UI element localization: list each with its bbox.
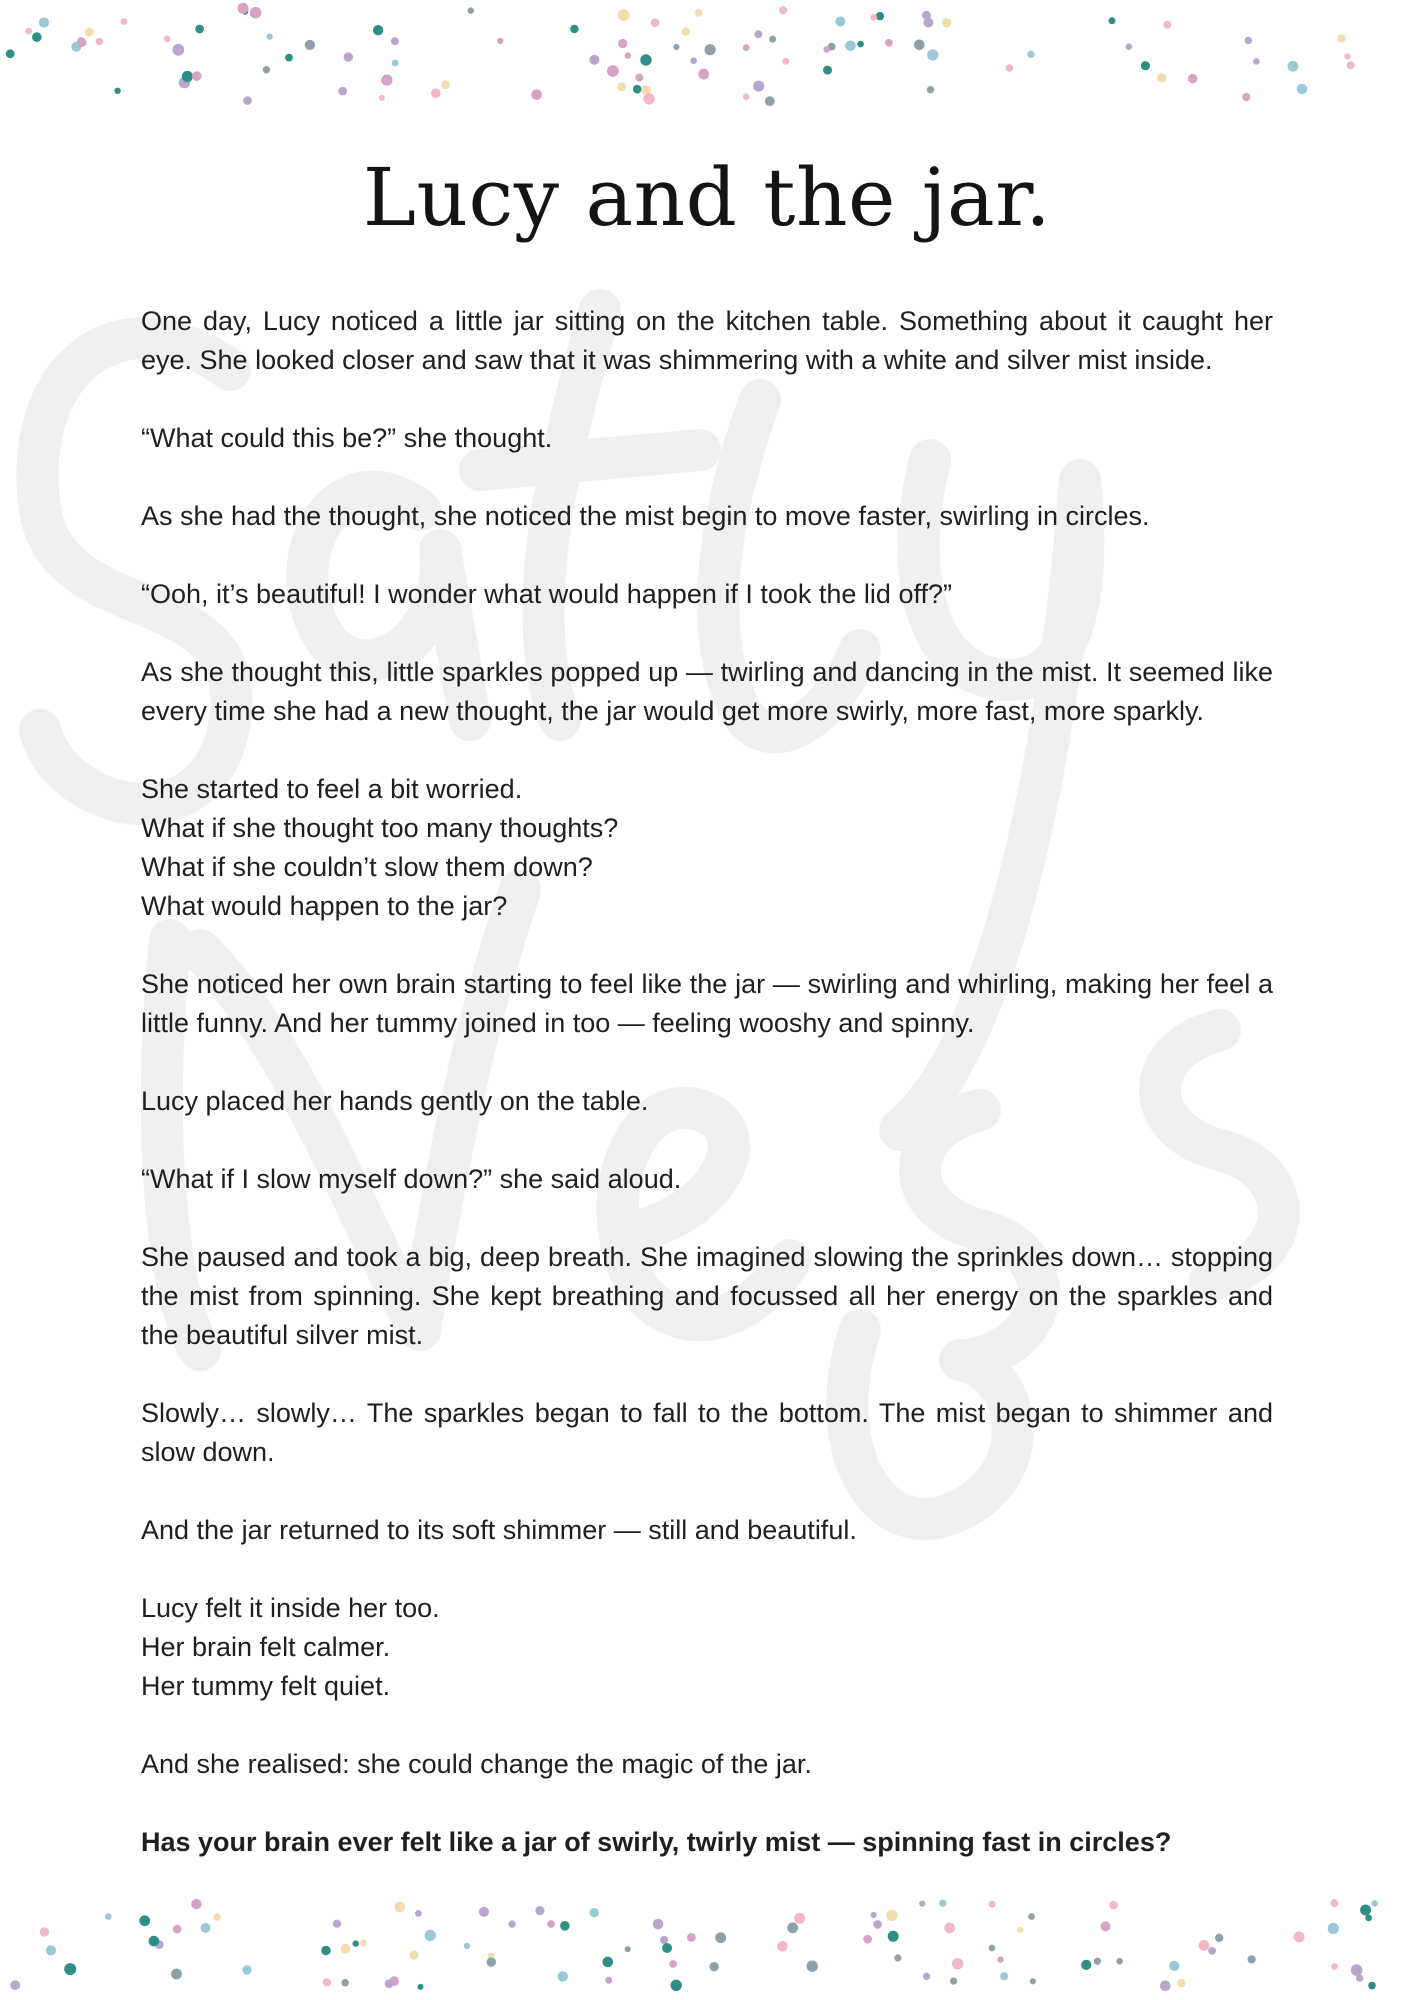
confetti-dot — [997, 1956, 1003, 1962]
confetti-dot — [1177, 1979, 1185, 1987]
confetti-dot — [640, 54, 651, 65]
confetti-dot — [1017, 1927, 1023, 1933]
confetti-dot — [391, 37, 399, 45]
confetti-dot — [660, 1936, 668, 1944]
confetti-dot — [139, 1915, 150, 1926]
confetti-dot — [441, 80, 450, 89]
confetti-dot — [939, 1900, 946, 1907]
confetti-dot — [1242, 93, 1250, 101]
confetti-dot — [769, 36, 776, 43]
confetti-dot — [1215, 1934, 1223, 1942]
confetti-dot — [1141, 61, 1150, 70]
confetti-dot — [560, 1921, 570, 1931]
confetti-dot — [618, 39, 627, 48]
confetti-dot — [1351, 1964, 1363, 1976]
confetti-dot — [709, 1962, 718, 1971]
confetti-dot — [243, 96, 252, 105]
confetti-dot — [1109, 17, 1116, 24]
confetti-dot — [886, 1910, 897, 1921]
confetti-dot — [873, 1920, 882, 1929]
confetti-dot — [625, 52, 631, 58]
confetti-dot — [321, 1946, 331, 1956]
page-title: Lucy and the jar. — [362, 151, 1052, 244]
confetti-dot — [1094, 1958, 1101, 1965]
confetti-dot — [341, 1944, 351, 1954]
confetti-dot — [617, 82, 626, 91]
confetti-dot — [64, 1963, 76, 1975]
confetti-dot — [267, 34, 273, 40]
confetti-dot — [431, 89, 441, 99]
paragraph: And the jar returned to its soft shimmer — still and beautiful. — [141, 1515, 857, 1545]
text-line: Her tummy felt quiet. — [141, 1671, 391, 1701]
confetti-dot — [381, 75, 392, 86]
confetti-dot — [927, 86, 934, 93]
confetti-dot — [1253, 58, 1260, 65]
confetti-dot — [1000, 1972, 1008, 1980]
confetti-dot — [923, 18, 933, 28]
confetti-dot — [242, 1965, 251, 1974]
confetti-dot — [1248, 1955, 1256, 1963]
confetti-dot — [191, 1899, 201, 1909]
confetti-dot — [1126, 43, 1133, 50]
text-line: What if she thought too many thoughts? — [141, 813, 619, 843]
paragraph: She noticed her own brain starting to feel like the jar — swirling and whirling, making her feel a little funny. And her tummy joined in too — feeling wooshy and spinny. — [141, 969, 1273, 1038]
confetti-dot — [323, 1978, 331, 1986]
confetti-dot — [944, 1923, 955, 1934]
confetti-dot — [172, 44, 184, 56]
confetti-dot — [635, 74, 643, 82]
confetti-dot — [468, 7, 474, 13]
confetti-dot — [479, 1907, 489, 1917]
confetti-dot — [743, 93, 750, 100]
confetti-dot — [1101, 1921, 1111, 1931]
paragraph: Slowly… slowly… The sparkles began to fall to the bottom. The mist began to shimmer and slow down. — [141, 1398, 1273, 1467]
confetti-dot — [1027, 51, 1034, 58]
confetti-dot — [787, 1922, 798, 1933]
confetti-dot — [385, 1979, 394, 1988]
confetti-dot — [213, 1913, 221, 1921]
confetti-dot — [777, 1941, 788, 1952]
confetti-dot — [497, 38, 503, 44]
paragraph: As she had the thought, she noticed the mist begin to move faster, swirling in circles. — [141, 501, 1150, 531]
confetti-dot — [950, 1978, 957, 1985]
paragraph: “Ooh, it’s beautiful! I wonder what would happen if I took the lid off?” — [141, 579, 952, 609]
confetti-dot — [690, 57, 697, 64]
confetti-dot — [547, 1920, 555, 1928]
confetti-dot — [863, 1935, 872, 1944]
confetti-dot — [531, 89, 542, 100]
confetti-dot — [1297, 84, 1307, 94]
confetti-dot — [765, 96, 775, 106]
confetti-dot — [1109, 1901, 1118, 1910]
confetti-dot — [182, 71, 193, 82]
confetti-dot — [989, 1945, 996, 1952]
confetti-dot — [754, 30, 762, 38]
paragraph: She paused and took a big, deep breath. She imagined slowing the sprinkles down… stopping the mist from spinning. She kept breathing and focussed all her energy on the sparkles and the beautiful silver mist. — [141, 1242, 1273, 1350]
confetti-dot — [201, 1923, 211, 1933]
confetti-dot — [39, 17, 49, 27]
confetti-dot — [1288, 61, 1299, 72]
confetti-dot — [535, 1906, 544, 1915]
confetti-dot — [173, 1925, 182, 1934]
confetti-dot — [927, 49, 938, 60]
confetti-dot — [570, 25, 578, 33]
confetti-dot — [1294, 1931, 1305, 1942]
confetti-dot — [682, 27, 690, 35]
confetti-dot — [149, 1936, 160, 1947]
confetti-dot — [605, 1977, 612, 1984]
closing-question: Has your brain ever felt like a jar of swirly, twirly mist — spinning fast in circles? — [141, 1827, 1172, 1857]
confetti-dot — [1030, 1978, 1036, 1984]
confetti-dot — [1116, 1958, 1123, 1965]
confetti-dot — [10, 1980, 20, 1990]
confetti-dot — [1157, 73, 1166, 82]
confetti-dot — [105, 1913, 112, 1920]
confetti-dot — [114, 88, 120, 94]
text-line: What would happen to the jar? — [141, 891, 508, 921]
confetti-dot — [1344, 53, 1350, 59]
confetti-dot — [835, 17, 845, 27]
confetti-dot — [85, 28, 94, 37]
confetti-dot — [633, 85, 642, 94]
confetti-dot — [894, 1954, 901, 1961]
confetti-dot — [1371, 1900, 1378, 1907]
confetti-dot — [121, 18, 128, 25]
confetti-dot — [192, 71, 202, 81]
paragraph: “What could this be?” she thought. — [141, 423, 553, 453]
confetti-dot — [77, 37, 85, 45]
confetti-dot — [1356, 1974, 1363, 1981]
confetti-dot — [333, 1920, 341, 1928]
confetti-dot — [25, 28, 32, 35]
confetti-dot — [671, 1980, 682, 1991]
confetti-dot — [305, 40, 315, 50]
text-line: Lucy felt it inside her too. — [141, 1593, 440, 1623]
confetti-dot — [1368, 1982, 1376, 1990]
confetti-dot — [625, 1946, 631, 1952]
confetti-dot — [823, 46, 830, 53]
confetti-dot — [6, 49, 15, 58]
paragraph: As she thought this, little sparkles popped up — twirling and dancing in the mist. It seemed like every time she had a new thought, the jar would get more swirly, more fast, more sparkly. — [141, 657, 1273, 726]
confetti-dot — [590, 1908, 599, 1917]
confetti-dot — [952, 1958, 963, 1969]
confetti-dot — [1360, 1905, 1371, 1916]
confetti-dot — [876, 12, 884, 20]
confetti-dot — [662, 1943, 672, 1953]
confetti-dot — [705, 44, 716, 55]
paragraph: And she realised: she could change the magic of the jar. — [141, 1749, 812, 1779]
confetti-dot — [263, 66, 270, 73]
confetti-dot — [344, 52, 353, 61]
confetti-dot — [338, 87, 347, 96]
confetti-dot — [845, 41, 856, 52]
confetti-dot — [857, 41, 864, 48]
confetti-dot — [618, 9, 630, 21]
confetti-dot — [715, 1932, 726, 1943]
confetti-dot — [379, 95, 385, 101]
confetti-dot — [888, 1931, 899, 1942]
confetti-dot — [695, 9, 703, 17]
confetti-dot — [1365, 1915, 1372, 1922]
confetti-dot — [687, 1933, 696, 1942]
confetti-dot — [651, 18, 660, 27]
confetti-dot — [415, 1910, 422, 1917]
confetti-border-top — [0, 0, 1414, 115]
confetti-dot — [1337, 34, 1346, 43]
text-line: She started to feel a bit worried. — [141, 774, 523, 804]
text-line: Her brain felt calmer. — [141, 1632, 391, 1662]
confetti-dot — [603, 1957, 614, 1968]
confetti-dot — [342, 1979, 349, 1986]
story-body — [141, 302, 1273, 1862]
confetti-dot — [673, 44, 679, 50]
confetti-dot — [669, 1960, 677, 1968]
confetti-dot — [558, 1971, 568, 1981]
confetti-dot — [32, 32, 42, 42]
confetti-border-bottom — [0, 1895, 1414, 2000]
worried-lines — [141, 770, 1273, 926]
calm-lines — [141, 1589, 1273, 1706]
confetti-dot — [1081, 1960, 1091, 1970]
confetti-dot — [464, 1943, 470, 1949]
confetti-dot — [395, 1902, 406, 1913]
confetti-dot — [589, 55, 599, 65]
text-line: What if she couldn’t slow them down? — [141, 852, 593, 882]
confetti-dot — [870, 14, 877, 21]
confetti-dot — [425, 1930, 436, 1941]
confetti-dot — [1188, 74, 1197, 83]
confetti-dot — [753, 81, 764, 92]
confetti-dot — [698, 69, 709, 80]
confetti-dot — [607, 65, 619, 77]
confetti-dot — [989, 1901, 996, 1908]
confetti-dot — [1028, 1913, 1035, 1920]
confetti-dot — [285, 54, 293, 62]
confetti-dot — [794, 1913, 805, 1924]
confetti-dot — [1006, 64, 1014, 72]
confetti-dot — [743, 44, 750, 51]
confetti-dot — [195, 25, 204, 34]
confetti-dot — [1328, 1923, 1339, 1934]
confetti-dot — [782, 58, 789, 65]
confetti-dot — [779, 6, 787, 14]
confetti-dot — [1160, 1980, 1171, 1991]
confetti-dot — [487, 1957, 496, 1966]
confetti-dot — [373, 25, 383, 35]
confetti-dot — [46, 1945, 56, 1955]
confetti-dot — [238, 3, 249, 14]
confetti-dot — [409, 1950, 418, 1959]
confetti-dot — [96, 38, 103, 45]
confetti-dot — [171, 1969, 182, 1980]
confetti-dot — [643, 93, 654, 104]
confetti-dot — [360, 1940, 367, 1947]
confetti-dot — [823, 66, 832, 75]
confetti-dot — [1331, 1963, 1338, 1970]
confetti-dot — [885, 39, 893, 47]
confetti-dot — [1330, 1899, 1338, 1907]
confetti-dot — [1245, 37, 1252, 44]
paragraph: Lucy placed her hands gently on the table. — [141, 1086, 649, 1116]
confetti-dot — [250, 7, 262, 19]
confetti-dot — [1208, 1947, 1216, 1955]
paragraph: “What if I slow myself down?” she said aloud. — [141, 1164, 682, 1194]
confetti-dot — [392, 60, 399, 67]
paragraph: One day, Lucy noticed a little jar sitting on the kitchen table. Something about it caught her eye. She looked closer and saw that it was shimmering with a white and silver mist inside. — [141, 306, 1273, 375]
confetti-dot — [418, 1984, 424, 1990]
confetti-dot — [1163, 21, 1171, 29]
confetti-dot — [509, 1920, 516, 1927]
confetti-dot — [653, 1919, 664, 1930]
confetti-dot — [914, 40, 925, 51]
confetti-dot — [1169, 1961, 1179, 1971]
confetti-dot — [164, 36, 171, 43]
confetti-dot — [871, 1912, 877, 1918]
confetti-dot — [1199, 1940, 1210, 1951]
confetti-dot — [1347, 61, 1355, 69]
confetti-dot — [40, 1927, 49, 1936]
confetti-dot — [923, 1973, 930, 1980]
confetti-dot — [807, 1961, 818, 1972]
confetti-dot — [942, 18, 951, 27]
confetti-dot — [353, 1940, 359, 1946]
confetti-dot — [919, 1901, 925, 1907]
